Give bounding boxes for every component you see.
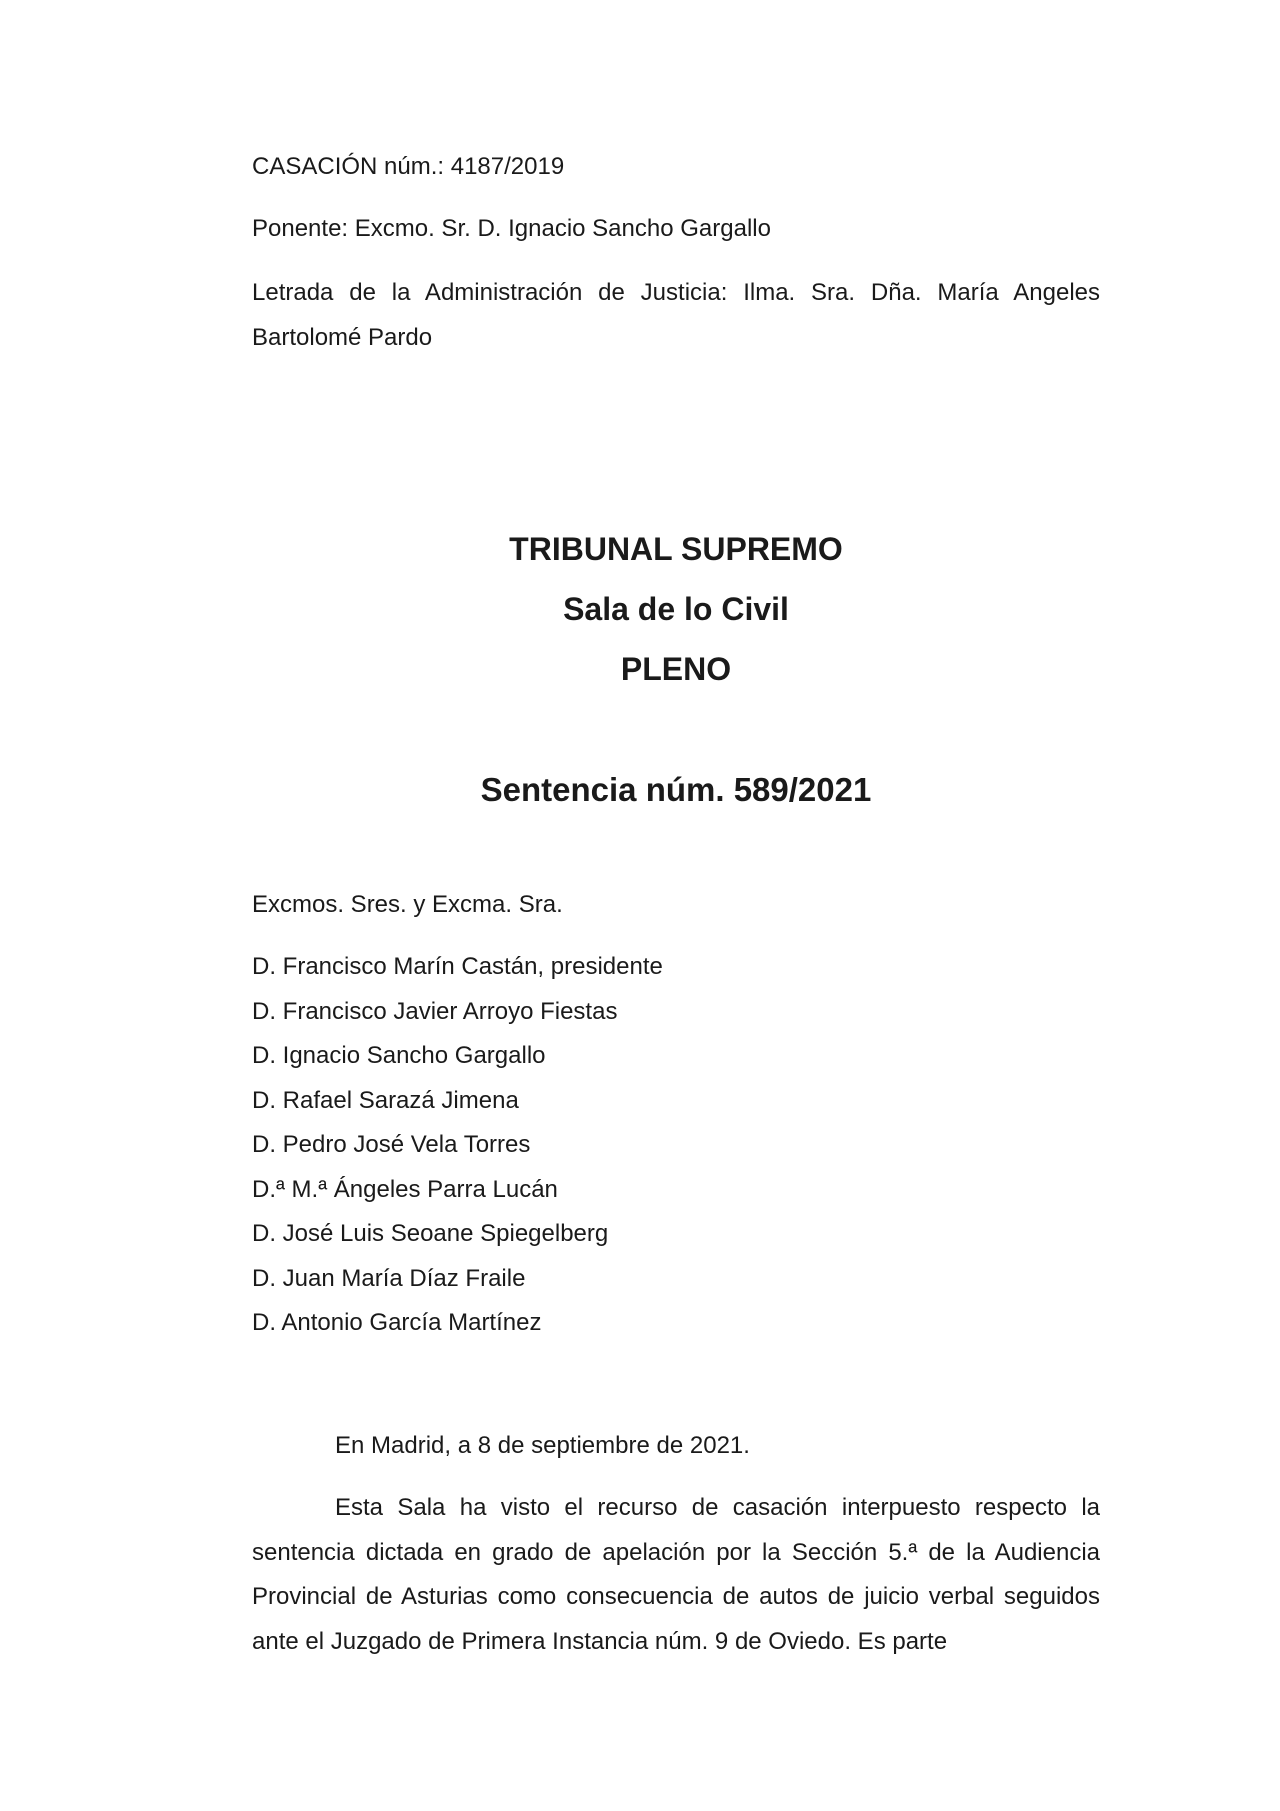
court-clerk: Letrada de la Administración de Justicia: Ilma. Sra. Dña. María Angeles Bartolomé Pardo — [252, 279, 1100, 351]
magistrate-name: D. Juan María Díaz Fraile — [252, 1265, 526, 1292]
magistrates-heading: Excmos. Sres. y Excma. Sra. — [252, 891, 563, 918]
magistrate-name: D. Pedro José Vela Torres — [252, 1131, 531, 1158]
magistrate-name: D. Ignacio Sancho Gargallo — [252, 1042, 546, 1069]
chamber-name: Sala de lo Civil — [563, 591, 789, 627]
court-name: TRIBUNAL SUPREMO — [509, 531, 843, 567]
place-and-date: En Madrid, a 8 de septiembre de 2021. — [335, 1432, 750, 1459]
magistrate-name: D.ª M.ª Ángeles Parra Lucán — [252, 1176, 558, 1203]
judgment-number: Sentencia núm. 589/2021 — [480, 771, 872, 808]
magistrate-name: D. Rafael Sarazá Jimena — [252, 1087, 519, 1114]
case-number: CASACIÓN núm.: 4187/2019 — [252, 153, 565, 180]
rapporteur: Ponente: Excmo. Sr. D. Ignacio Sancho Gargallo — [252, 215, 771, 242]
formation-name: PLENO — [620, 651, 732, 687]
magistrate-name: D. Antonio García Martínez — [252, 1309, 542, 1336]
magistrate-name: D. Francisco Javier Arroyo Fiestas — [252, 998, 618, 1025]
opening-paragraph: Esta Sala ha visto el recurso de casación interpuesto respecto la sentencia dictada en grado de apelación por la Sección 5.ª de la Audiencia Provincial de Asturias como consecuencia de autos de juicio verbal seguidos ante el Juzgado de Primera Instancia núm. 9 de Oviedo. Es parte — [252, 1494, 1100, 1655]
magistrate-name: D. Francisco Marín Castán, presidente — [252, 953, 663, 980]
magistrate-name: D. José Luis Seoane Spiegelberg — [252, 1220, 609, 1247]
